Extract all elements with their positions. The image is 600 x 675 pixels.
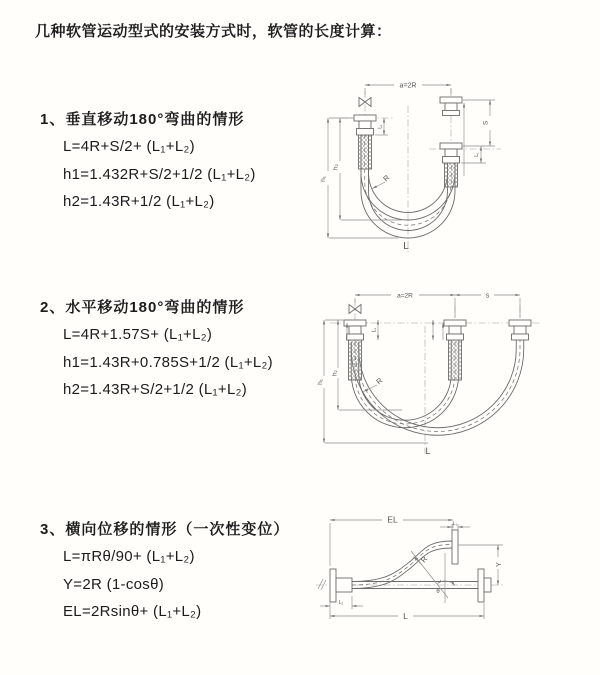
section-3-formulas [63,543,289,626]
dim-label-a2r: a=2R [399,82,417,90]
section-2-heading: 2、水平移动180°弯曲的情形 [40,299,245,316]
flange-fittings [330,530,491,602]
section-3 [40,518,289,626]
section-1-heading: 1、垂直移动180°弯曲的情形 [40,111,245,128]
braided-sections [349,340,462,380]
dim-label-l1-left: L₁ [377,124,384,129]
dim-label-r: R [374,375,385,387]
dimension-lines [328,82,495,238]
formula-line: h1=1.43R+0.785S+1/2 (L₁+L₂) [63,353,273,371]
diagram-vertical-180-bend [318,72,584,258]
section-2-formulas [63,321,273,404]
dim-label-h2: h₂ [331,369,339,377]
formula-line: h2=1.43R+S/2+1/2 (L₁+L₂) [63,381,248,398]
dim-label-l: L [403,611,408,621]
dim-label-r: R [418,554,430,565]
dim-label-s: s [485,292,490,300]
page-title: 几种软管运动型式的安装方式时，软管的长度计算： [35,23,392,40]
section-2 [40,296,273,404]
section-1 [40,108,256,216]
formula-line: L=πRθ/90+ (L₁+L₂) [63,548,195,565]
break-mark [318,579,326,590]
formula-line: Y=2R (1-cosθ) [63,575,165,593]
dim-label-h2: h₂ [332,163,340,171]
dim-label-y: Y [496,562,503,567]
section-3-heading: 3、横向位移的情形（一次性变位） [40,521,290,538]
dim-label-el: EL [387,514,398,525]
dim-label-h1: h₁ [317,379,324,385]
dim-label-l: L [425,446,431,456]
formula-line: L=4R+S/2+ (L₁+L₂) [63,138,195,155]
dim-label-r: R [381,172,392,184]
dim-label-l: L [403,241,409,252]
dimension-lines [320,520,503,619]
formula-line: L=4R+1.57S+ (L₁+L₂) [63,326,213,343]
dim-label-l2: L₂ [338,600,344,606]
dim-label-s: S [482,120,490,126]
dim-label-a2r: a=2R [397,292,413,300]
dim-label-theta: θ [436,589,440,595]
dim-label-h1: h₁ [320,176,327,182]
section-1-formulas [63,133,256,216]
formula-line: h1=1.432R+S/2+1/2 (L₁+L₂) [63,165,256,183]
dim-label-l1-right: L₁ [474,152,480,157]
diagram-lateral-displacement [306,506,598,648]
dim-label-l1: L₁ [371,327,378,333]
diagram-horizontal-180-bend [316,282,594,466]
construction-lines [411,551,455,603]
hose-curves [351,340,524,435]
formula-line: h2=1.43R+1/2 (L₁+L₂) [63,193,215,210]
formula-line: EL=2Rsinθ+ (L₁+L₂) [63,603,202,620]
dim-label-l1: L₁ [452,521,458,527]
